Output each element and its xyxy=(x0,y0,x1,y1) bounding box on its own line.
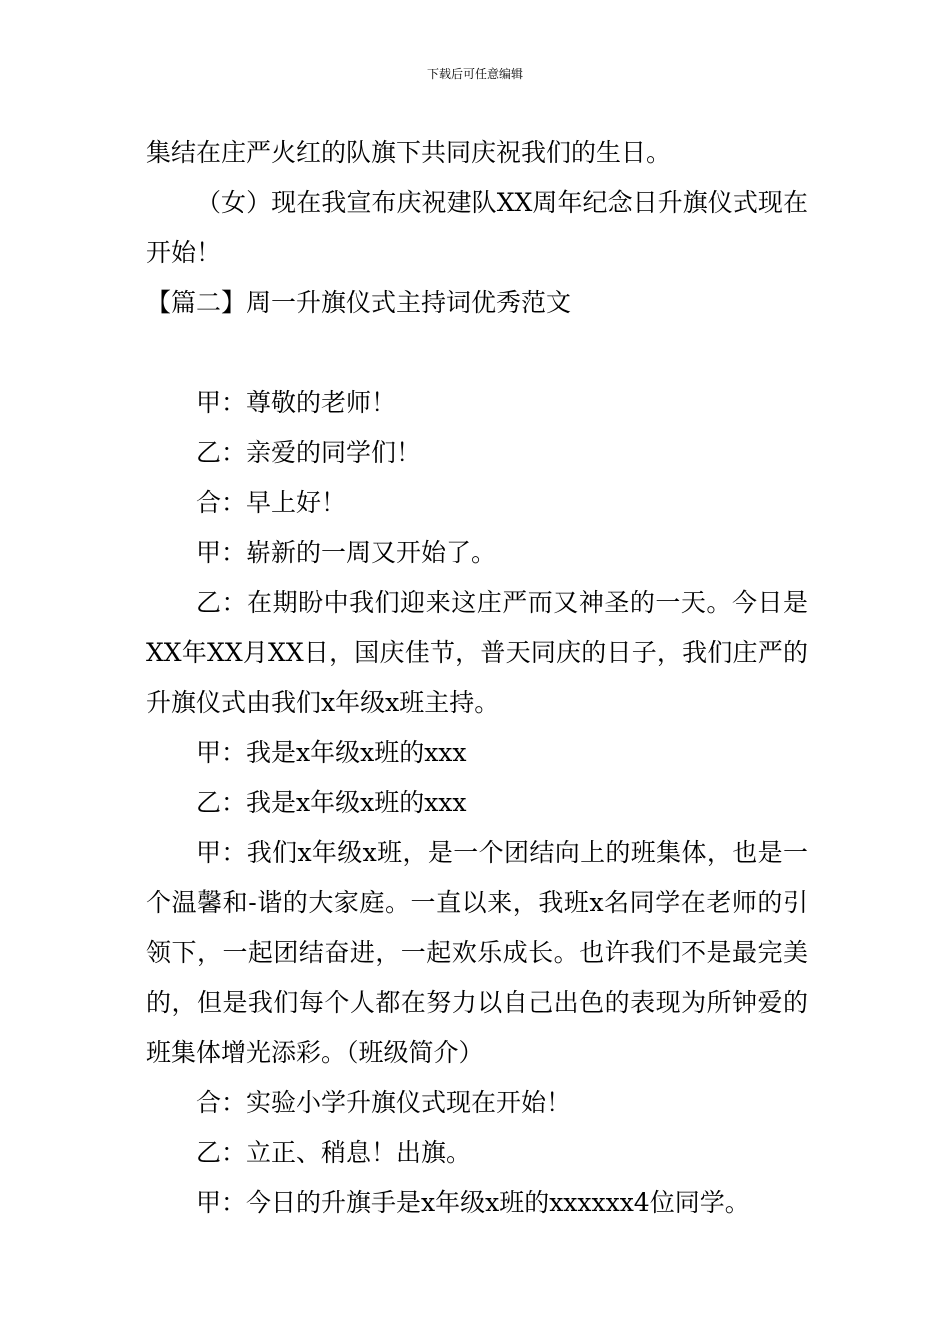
paragraph-announcement: （女）现在我宣布庆祝建队XX周年纪念日升旗仪式现在开始！ xyxy=(146,188,808,267)
dialogue-line: 甲：崭新的一周又开始了。 xyxy=(196,538,497,567)
paragraph-continuation: 集结在庄严火红的队旗下共同庆祝我们的生日。 xyxy=(146,138,672,167)
dialogue-line: 乙：亲爱的同学们！ xyxy=(196,438,422,467)
page-header: 下载后可任意编辑 xyxy=(426,67,523,81)
dialogue-line: 甲：今日的升旗手是x年级x班的xxxxxx4位同学。 xyxy=(196,1188,750,1217)
dialogue-line: 甲：尊敬的老师！ xyxy=(196,388,397,417)
blank-line xyxy=(146,328,808,378)
dialogue-line: 合：实验小学升旗仪式现在开始！ xyxy=(196,1088,572,1117)
section-heading: 【篇二】周一升旗仪式主持词优秀范文 xyxy=(146,288,572,317)
dialogue-line: 甲：我是x年级x班的xxx xyxy=(196,738,467,767)
dialogue-line: 乙：在期盼中我们迎来这庄严而又神圣的一天。今日是XX年XX月XX日，国庆佳节，普天同庆的日子，我们庄严的升旗仪式由我们x年级x班主持。 xyxy=(146,588,808,717)
dialogue-line: 甲：我们x年级x班，是一个团结向上的班集体，也是一个温馨和-谐的大家庭。一直以来，我班x名同学在老师的引领下，一起团结奋进，一起欢乐成长。也许我们不是最完美的，但是我们每个人都在努力以自己出色的表现为所钟爱的班集体增光添彩。（班级简介） xyxy=(146,838,808,1067)
dialogue-line: 合：早上好！ xyxy=(196,488,347,517)
dialogue-line: 乙：我是x年级x班的xxx xyxy=(196,788,467,817)
dialogue-line: 乙：立正、稍息！出旗。 xyxy=(196,1138,472,1167)
document-body xyxy=(146,128,808,1228)
